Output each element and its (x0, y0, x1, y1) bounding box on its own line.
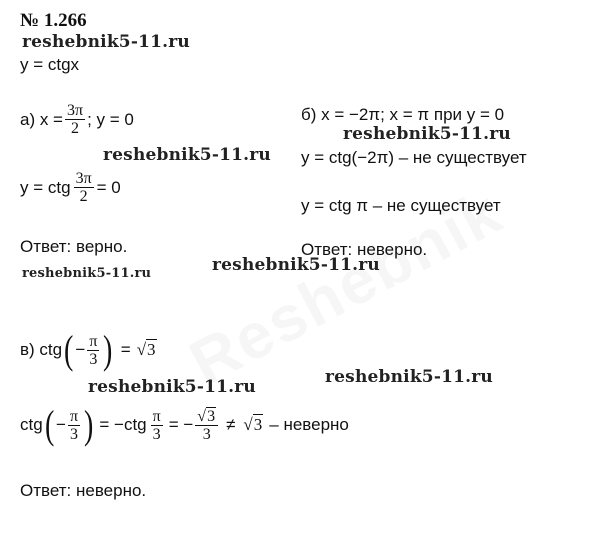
part-v-sol-den3: 3 (202, 425, 211, 443)
part-v-sol-fraction-2 (151, 408, 163, 443)
part-a-condition (20, 102, 134, 137)
watermark-6: reshebnik5-11.ru (88, 377, 256, 397)
function-definition: y = ctgx (20, 55, 80, 74)
part-v-sol-num2: π (152, 407, 161, 425)
part-v-sqrt: √3 (136, 340, 156, 359)
part-v-arg-sign: − (75, 340, 86, 359)
watermark-5: reshebnik5-11.ru (212, 255, 380, 275)
part-v-sol-sqrt-rhs-radicand: 3 (253, 415, 263, 434)
part-v-sol-fraction-3 (195, 408, 218, 443)
watermark-1: reshebnik5-11.ru (22, 32, 190, 52)
part-v-solution (20, 402, 349, 447)
part-a-fraction (65, 102, 85, 137)
left-paren: ( (64, 327, 74, 372)
part-b-line-2: y = ctg π – не существует (301, 196, 501, 215)
part-b-line-1: y = ctg(−2π) – не существует (301, 148, 527, 167)
part-v-sol-eq2: = − (168, 415, 194, 434)
watermark-7: reshebnik5-11.ru (325, 367, 493, 387)
part-v-sol-prefix: ctg (20, 415, 43, 434)
part-v-sol-arg-fraction (68, 408, 80, 443)
part-a-suffix: ; y = 0 (87, 109, 134, 129)
part-v-sol-sqrt-num: √3 (197, 407, 216, 425)
part-a-calc-num: 3π (75, 170, 92, 187)
part-b-condition: б) x = −2π; x = π при y = 0 (301, 105, 505, 124)
part-a-calc-prefix: y = ctg (20, 177, 71, 197)
part-b-answer: Ответ: неверно. (301, 240, 428, 259)
part-v-condition (20, 327, 157, 372)
part-v-arg-fraction (87, 333, 99, 368)
part-v-sol-sqrt-num-radicand: 3 (207, 407, 216, 425)
watermark-3: reshebnik5-11.ru (22, 266, 152, 281)
part-a-answer: Ответ: верно. (20, 237, 128, 256)
part-v-arg-num: π (89, 332, 98, 350)
watermark-4: reshebnik5-11.ru (343, 124, 511, 144)
part-v-sqrt-radicand: 3 (147, 340, 156, 359)
part-a-fraction-den: 2 (71, 120, 80, 137)
part-v-sol-arg-den: 3 (69, 425, 78, 443)
part-a-calc-suffix: = 0 (96, 177, 121, 197)
part-a-prefix: а) x = (20, 109, 63, 129)
part-v-eq: = (120, 340, 131, 359)
part-v-sol-arg-sign: − (56, 415, 66, 434)
right-paren: ) (103, 327, 113, 372)
part-v-sol-neq: ≠ (226, 415, 236, 434)
part-v-sol-arg-num: π (69, 407, 79, 425)
part-a-calc-den: 2 (79, 188, 88, 205)
part-a-calc-fraction (74, 170, 94, 205)
part-a-fraction-num: 3π (67, 102, 84, 119)
part-v-sol-den2: 3 (152, 425, 161, 443)
part-v-sol-num3 (195, 408, 218, 426)
part-v-sol-eq1: = −ctg (99, 415, 147, 434)
part-v-sol-tail: – неверно (269, 415, 349, 434)
problem-number: № 1.266 (20, 10, 87, 31)
right-paren: ) (84, 402, 94, 447)
left-paren: ( (44, 402, 55, 447)
part-v-prefix: в) ctg (20, 340, 63, 359)
watermark-2: reshebnik5-11.ru (103, 145, 271, 165)
part-v-sol-sqrt-rhs: √3 (243, 415, 263, 434)
part-v-answer: Ответ: неверно. (20, 481, 147, 500)
part-a-calculation (20, 170, 121, 205)
part-v-arg-den: 3 (89, 350, 98, 368)
